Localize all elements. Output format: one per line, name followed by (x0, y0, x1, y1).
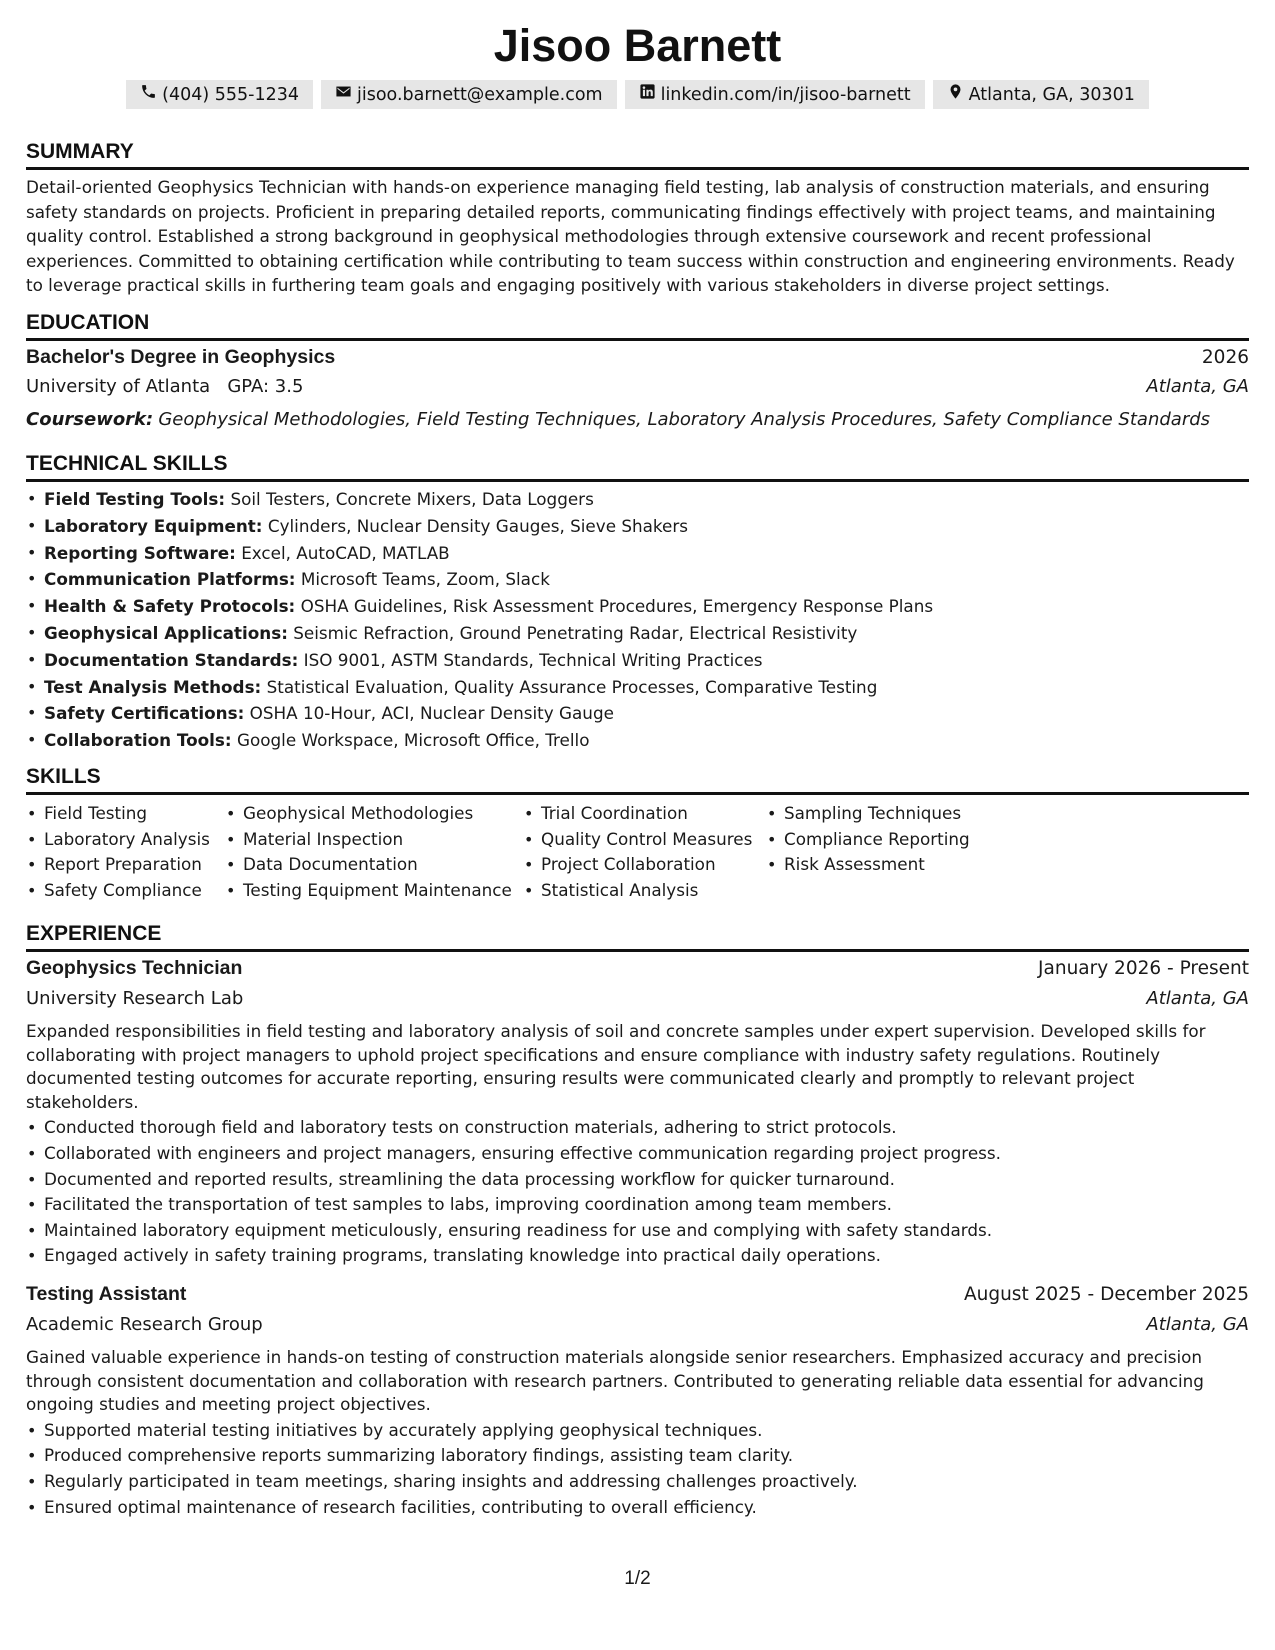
job-role: Testing Assistant (26, 1282, 187, 1305)
envelope-icon (335, 83, 352, 106)
list-item: • Facilitated the transportation of test samples to labs, improving coordination among team members. (26, 1192, 1249, 1218)
job-header (26, 957, 1249, 988)
list-item: • Trial Coordination (523, 801, 766, 827)
list-item: • Report Preparation (26, 852, 225, 878)
summary-text: Detail-oriented Geophysics Technician with hands-on experience managing field testing, lab analysis of construction materials, and ensuring safety standards on projects. Proficient in preparing detailed reports, communicating findings effectively with project teams, and maintaining quality control. Established a strong background in geophysical methodologies through extensive coursework and recent professional experiences. Committed to obtaining certification while contributing to team success within construction and engineering environments. Ready to leverage practical skills in furthering team goals and engaging positively with various stakeholders in diverse project settings. (26, 177, 1235, 296)
linkedin-icon (639, 83, 656, 106)
list-item: • Testing Equipment Maintenance (225, 878, 523, 904)
section-divider (26, 479, 1249, 482)
school-info (26, 376, 303, 397)
contact-linkedin-text: linkedin.com/in/jisoo-barnett (660, 84, 911, 105)
section-divider (26, 167, 1249, 170)
list-item: • Data Documentation (225, 852, 523, 878)
list-item: • Risk Assessment (766, 852, 1026, 878)
list-item: • Statistical Analysis (523, 878, 766, 904)
list-item: • Laboratory Analysis (26, 827, 225, 853)
list-item: • Conducted thorough field and laboratory tests on construction materials, adhering to strict protocols. (26, 1115, 1249, 1141)
list-item: • Reporting Software: Excel, AutoCAD, MATLAB (26, 540, 1249, 567)
job-entry (26, 1283, 1249, 1520)
list-item: • Collaborated with engineers and project managers, ensuring effective communication regarding project progress. (26, 1141, 1249, 1167)
education-section (26, 309, 1249, 435)
list-item: • Field Testing (26, 801, 225, 827)
section-title: SUMMARY (26, 140, 134, 163)
skills-column (766, 801, 1026, 903)
contact-location-text: Atlanta, GA, 30301 (968, 84, 1135, 105)
skills-grid (26, 801, 1249, 903)
summary-section (26, 138, 1249, 298)
page-number: 1/2 (624, 1568, 651, 1589)
job-header (26, 1283, 1249, 1314)
list-item: • Sampling Techniques (766, 801, 1026, 827)
contact-email-text: jisoo.barnett@example.com (357, 84, 603, 105)
section-title: TECHNICAL SKILLS (26, 452, 228, 475)
job-location: Atlanta, GA (1146, 988, 1249, 1009)
section-divider (26, 792, 1249, 795)
list-item: • Supported material testing initiatives by accurately applying geophysical techniques. (26, 1418, 1249, 1444)
job-dates: January 2026 - Present (1038, 958, 1249, 979)
job-description: Expanded responsibilities in field testing and laboratory analysis of soil and concrete samples under expert supervision. Developed skills for collaborating with project managers to uphold project specifications and ensure compliance with industry safety regulations. Routinely documented testing outcomes for accurate reporting, ensuring results were communicated clearly and promptly to relevant project stakeholders. (26, 1021, 1206, 1112)
list-item: • Documentation Standards: ISO 9001, ASTM Standards, Technical Writing Practices (26, 647, 1249, 674)
list-item: • Safety Certifications: OSHA 10-Hour, ACI, Nuclear Density Gauge (26, 700, 1249, 727)
contact-phone[interactable] (126, 80, 313, 109)
coursework-list: Geophysical Methodologies, Field Testing Techniques, Laboratory Analysis Procedures, Safety Compliance Standards (158, 409, 1211, 430)
list-item: • Ensured optimal maintenance of research facilities, contributing to overall efficiency. (26, 1495, 1249, 1521)
list-item: • Collaboration Tools: Google Workspace, Microsoft Office, Trello (26, 727, 1249, 754)
contact-linkedin[interactable] (625, 80, 925, 109)
list-item: • Material Inspection (225, 827, 523, 853)
section-title: SKILLS (26, 765, 101, 788)
coursework-label: Coursework: (26, 409, 154, 430)
gpa: GPA: 3.5 (227, 376, 304, 397)
skills-column (523, 801, 766, 903)
section-title: EDUCATION (26, 311, 150, 334)
list-item: • Documented and reported results, streamlining the data processing workflow for quicker turnaround. (26, 1167, 1249, 1193)
skills-column (26, 801, 225, 903)
contact-phone-text: (404) 555-1234 (162, 84, 299, 105)
school-name: University of Atlanta (26, 376, 211, 397)
job-subheader (26, 988, 1249, 1017)
job-subheader (26, 1314, 1249, 1343)
degree-name: Bachelor's Degree in Geophysics (26, 346, 336, 368)
contact-location (933, 80, 1149, 109)
skills-column (225, 801, 523, 903)
graduation-year: 2026 (1201, 347, 1249, 368)
job-bullets (26, 1418, 1249, 1520)
technical-skills-section (26, 450, 1249, 754)
list-item: • Geophysical Applications: Seismic Refraction, Ground Penetrating Radar, Electrical Resistivity (26, 620, 1249, 647)
resume-page (26, 0, 1249, 1650)
candidate-name: Jisoo Barnett (493, 20, 782, 71)
coursework (26, 405, 1249, 435)
contact-email[interactable] (321, 80, 617, 109)
list-item: • Safety Compliance (26, 878, 225, 904)
phone-icon (140, 83, 157, 106)
list-item: • Project Collaboration (523, 852, 766, 878)
list-item: • Maintained laboratory equipment meticulously, ensuring readiness for use and complying with safety standards. (26, 1218, 1249, 1244)
job-bullets (26, 1115, 1249, 1269)
list-item: • Geophysical Methodologies (225, 801, 523, 827)
school-row (26, 376, 1249, 405)
degree-row (26, 346, 1249, 376)
job-organization: University Research Lab (26, 988, 244, 1009)
list-item: • Laboratory Equipment: Cylinders, Nuclear Density Gauges, Sieve Shakers (26, 513, 1249, 540)
contact-bar (26, 80, 1249, 109)
job-entry (26, 957, 1249, 1269)
experience-section (26, 920, 1249, 1520)
list-item: • Engaged actively in safety training programs, translating knowledge into practical daily operations. (26, 1243, 1249, 1269)
job-dates: August 2025 - December 2025 (963, 1283, 1249, 1305)
list-item: • Health & Safety Protocols: OSHA Guidelines, Risk Assessment Procedures, Emergency Response Plans (26, 593, 1249, 620)
list-item: • Quality Control Measures (523, 827, 766, 853)
job-description: Gained valuable experience in hands-on testing of construction materials alongside senior researchers. Emphasized accuracy and precision through consistent documentation and collaboration with research partners. Contributed to generating reliable data essential for advancing ongoing studies and meeting project objectives. (26, 1346, 1204, 1415)
list-item: • Field Testing Tools: Soil Testers, Concrete Mixers, Data Loggers (26, 486, 1249, 513)
technical-skills-list (26, 486, 1249, 754)
job-location: Atlanta, GA (1146, 1313, 1249, 1335)
section-divider (26, 338, 1249, 341)
list-item: • Regularly participated in team meetings, sharing insights and addressing challenges proactively. (26, 1469, 1249, 1495)
skills-section (26, 763, 1249, 903)
map-pin-icon (947, 83, 964, 106)
section-title: EXPERIENCE (26, 922, 162, 945)
list-item: • Produced comprehensive reports summarizing laboratory findings, assisting team clarity. (26, 1443, 1249, 1469)
section-divider (26, 949, 1249, 952)
list-item: • Compliance Reporting (766, 827, 1026, 853)
job-organization: Academic Research Group (26, 1313, 263, 1335)
job-role: Geophysics Technician (26, 957, 243, 979)
list-item: • Communication Platforms: Microsoft Teams, Zoom, Slack (26, 566, 1249, 593)
list-item: • Test Analysis Methods: Statistical Evaluation, Quality Assurance Processes, Comparative Testing (26, 674, 1249, 701)
school-location: Atlanta, GA (1146, 376, 1249, 397)
